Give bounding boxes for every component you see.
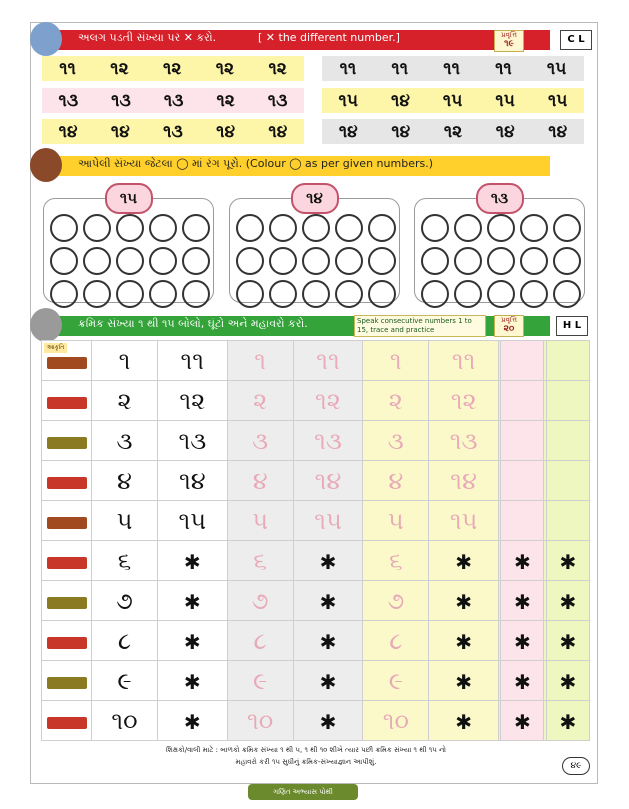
- trace-number: ૮: [389, 626, 403, 655]
- colour-circle[interactable]: [149, 280, 177, 308]
- colour-circle[interactable]: [302, 280, 330, 308]
- star-icon: ✱: [319, 549, 337, 574]
- colour-circle[interactable]: [335, 247, 363, 275]
- practice-cell[interactable]: [501, 661, 544, 701]
- trace-row: [42, 661, 590, 701]
- colour-circle[interactable]: [553, 280, 581, 308]
- practice-cell[interactable]: [546, 621, 589, 661]
- trace-number-cell[interactable]: [429, 341, 499, 381]
- practice-cell[interactable]: [546, 341, 589, 381]
- star-icon: ✱: [514, 709, 531, 734]
- model-number-cell[interactable]: [157, 501, 227, 541]
- trace-number-cell[interactable]: [293, 381, 363, 421]
- trace-number: ૧૧: [451, 346, 476, 375]
- colour-circle[interactable]: [553, 247, 581, 275]
- trace-number: ૧૨: [450, 386, 477, 415]
- page-number: ૪૯: [562, 757, 590, 775]
- star-icon: ✱: [559, 669, 577, 694]
- panel-target-number: ૧૪: [291, 183, 339, 214]
- number-cell[interactable]: ૧૫: [338, 90, 358, 111]
- trace-number: ૧: [254, 346, 267, 375]
- star-icon: ✱: [455, 549, 472, 574]
- trace-row: [42, 541, 590, 581]
- model-number: ૬: [117, 546, 132, 575]
- trace-number-cell[interactable]: [429, 621, 499, 661]
- model-number-cell[interactable]: [157, 621, 227, 661]
- brick-icon: [47, 717, 87, 729]
- model-number-cell[interactable]: [157, 421, 227, 461]
- star-icon: ✱: [319, 709, 337, 734]
- teacher-note: [86, 744, 526, 768]
- colour-circle[interactable]: [421, 280, 449, 308]
- number-cell[interactable]: ૧૩: [163, 90, 184, 111]
- trace-number-cell[interactable]: [429, 581, 499, 621]
- colour-circle[interactable]: [83, 214, 111, 242]
- number-cell[interactable]: ૧૪: [548, 121, 568, 142]
- number-cell[interactable]: ૧૪: [391, 90, 410, 111]
- section3-instruction-gu: ક્રમિક સંખ્યા ૧ થી ૧૫ બોલો, ઘૂંટો અને મહાવરો કરો.: [78, 317, 308, 330]
- colour-circle[interactable]: [302, 214, 330, 242]
- brick-image-cell: [42, 581, 92, 621]
- trace-number-cell[interactable]: [429, 541, 499, 581]
- brick-image-cell: [42, 501, 92, 541]
- model-number-cell[interactable]: [157, 341, 227, 381]
- colour-circle[interactable]: [520, 247, 548, 275]
- practice-cell[interactable]: [501, 621, 544, 661]
- trace-row: [42, 581, 590, 621]
- model-number: ૧૧: [180, 346, 205, 375]
- practice-cell[interactable]: [501, 461, 544, 501]
- star-icon: ✱: [183, 549, 201, 574]
- number-cell[interactable]: ૧૧: [495, 58, 512, 79]
- trace-number-cell[interactable]: [429, 381, 499, 421]
- model-number: ૧૩: [178, 426, 207, 455]
- trace-number-cell[interactable]: [227, 461, 293, 501]
- brick-icon: [47, 397, 87, 409]
- brick-image-cell: [42, 381, 92, 421]
- trace-number-cell[interactable]: [293, 541, 363, 581]
- trace-number-cell[interactable]: [363, 501, 429, 541]
- brick-icon: [47, 477, 87, 489]
- model-number-cell[interactable]: [92, 621, 158, 661]
- star-icon: ✱: [319, 629, 337, 654]
- trace-number: ૧૫: [314, 506, 342, 535]
- colour-circle[interactable]: [269, 247, 297, 275]
- trace-number-cell[interactable]: [363, 461, 429, 501]
- star-icon: ✱: [559, 709, 577, 734]
- trace-number-cell[interactable]: [227, 661, 293, 701]
- trace-number-cell[interactable]: [227, 381, 293, 421]
- model-number-cell[interactable]: [157, 701, 227, 741]
- trace-number-cell[interactable]: [363, 701, 429, 741]
- model-number: ૧૦: [111, 706, 138, 735]
- colour-circle[interactable]: [487, 214, 515, 242]
- trace-row: [42, 341, 590, 381]
- brick-image-cell: [42, 661, 92, 701]
- colour-circle[interactable]: [182, 247, 210, 275]
- brick-icon: [47, 517, 87, 529]
- right-row-2: [322, 88, 584, 113]
- trace-number-cell[interactable]: [227, 501, 293, 541]
- trace-row: [42, 461, 590, 501]
- practice-cell[interactable]: [546, 501, 589, 541]
- number-cell[interactable]: ૧૫: [495, 90, 515, 111]
- number-cell[interactable]: ૧૩: [58, 90, 79, 111]
- number-cell[interactable]: ૧૪: [495, 121, 515, 142]
- section3-instruction-en: Speak consecutive numbers 1 to 15, trace and practice: [354, 315, 486, 337]
- star-icon: ✱: [183, 669, 201, 694]
- section1-instruction-gu: અલગ પડતી સંખ્યા પર: [78, 31, 181, 44]
- colour-circle[interactable]: [421, 214, 449, 242]
- trace-number: ૭: [387, 586, 405, 615]
- trace-number-cell[interactable]: [363, 581, 429, 621]
- brick-image-cell: [42, 421, 92, 461]
- practice-cell[interactable]: [501, 581, 544, 621]
- star-icon: ✱: [183, 709, 201, 734]
- star-icon: ✱: [455, 629, 472, 654]
- practice-cell[interactable]: [546, 581, 589, 621]
- model-number: ૮: [117, 626, 132, 655]
- trace-number-cell[interactable]: [293, 621, 363, 661]
- model-number-cell[interactable]: [92, 541, 158, 581]
- trace-row: [42, 381, 590, 421]
- number-cell[interactable]: ૧૨: [215, 58, 235, 79]
- circle-panel: [229, 189, 400, 303]
- colour-circle[interactable]: [182, 214, 210, 242]
- level-badge-cl: C L: [560, 30, 592, 50]
- brick-icon: [47, 437, 87, 449]
- number-cell[interactable]: ૧૧: [339, 58, 357, 79]
- colour-circle[interactable]: [269, 280, 297, 308]
- panel-target-number: ૧૩: [476, 183, 524, 214]
- trace-row: [42, 421, 590, 461]
- practice-cell[interactable]: [501, 501, 544, 541]
- number-cell[interactable]: ૧૪: [268, 121, 288, 142]
- model-number-cell[interactable]: [92, 341, 158, 381]
- star-icon: ✱: [514, 549, 531, 574]
- colour-circle[interactable]: [335, 280, 363, 308]
- trace-number-cell[interactable]: [293, 581, 363, 621]
- practice-cell[interactable]: [546, 541, 589, 581]
- level-badge-hl: H L: [556, 316, 588, 336]
- star-icon: ✱: [455, 669, 472, 694]
- trace-number: ૯: [253, 666, 268, 695]
- trace-number: ૧૦: [247, 706, 274, 735]
- star-icon: ✱: [559, 629, 577, 654]
- star-icon: ✱: [183, 629, 201, 654]
- model-number-cell[interactable]: [92, 421, 158, 461]
- trace-number-cell[interactable]: [429, 661, 499, 701]
- number-cell[interactable]: ૧૩: [111, 90, 131, 111]
- colour-circle[interactable]: [236, 247, 264, 275]
- trace-number: ૧૨: [315, 386, 341, 415]
- number-cell[interactable]: ૧૧: [59, 58, 76, 79]
- number-cell[interactable]: ૧૧: [443, 58, 460, 79]
- section1-header: [0, 28, 594, 52]
- number-cell[interactable]: ૧૪: [216, 121, 236, 142]
- trace-row: [42, 701, 590, 741]
- practice-cell[interactable]: [501, 381, 544, 421]
- activity-badge-19: [494, 30, 524, 52]
- model-number-cell[interactable]: [92, 581, 158, 621]
- right-row-3: [322, 119, 584, 144]
- book-title: ગણિત અભ્યાસ પોથી: [248, 784, 358, 800]
- number-cell[interactable]: ૧૨: [268, 58, 287, 79]
- brick-icon: [47, 597, 87, 609]
- colour-circle[interactable]: [553, 214, 581, 242]
- right-row-1: [322, 56, 584, 81]
- star-icon: ✱: [514, 589, 531, 614]
- image-column-label: આકૃતિ: [44, 343, 67, 353]
- colour-circle[interactable]: [116, 247, 144, 275]
- colour-circle[interactable]: [236, 214, 264, 242]
- star-icon: ✱: [319, 669, 337, 694]
- trace-number: ૨: [388, 386, 403, 415]
- colour-circle[interactable]: [368, 247, 396, 275]
- trace-number-cell[interactable]: [363, 381, 429, 421]
- trace-number: ૩: [387, 426, 404, 455]
- number-cell[interactable]: ૧૩: [163, 121, 183, 142]
- trace-number: ૧૩: [314, 426, 342, 455]
- number-cell[interactable]: ૧૫: [546, 58, 567, 79]
- model-number: ૯: [117, 666, 132, 695]
- activity-number: ૨૦: [503, 324, 515, 334]
- rhino-mascot-icon: [30, 308, 62, 342]
- model-number-cell[interactable]: [92, 501, 158, 541]
- trace-number: ૧૫: [449, 506, 478, 535]
- trace-number: ૫: [252, 506, 269, 535]
- model-number-cell[interactable]: [157, 661, 227, 701]
- trace-number: ૧૦: [382, 706, 409, 735]
- section2-instruction: આપેલી સંખ્યા જેટલા ◯ માં રંગ પૂરો. (Colour ◯ as per given numbers.): [78, 157, 433, 170]
- colour-circle[interactable]: [520, 280, 548, 308]
- trace-number-cell[interactable]: [429, 501, 499, 541]
- trace-row: [42, 621, 590, 661]
- number-cell[interactable]: ૧૪: [391, 121, 411, 142]
- number-cell[interactable]: ૧૨: [443, 121, 463, 142]
- trace-number-cell[interactable]: [363, 541, 429, 581]
- left-row-2: [42, 88, 304, 113]
- trace-number: ૭: [251, 586, 269, 615]
- model-number: ૪: [117, 466, 132, 495]
- trace-number: ૧૧: [316, 346, 340, 375]
- brick-icon: [47, 677, 87, 689]
- star-icon: ✱: [514, 669, 531, 694]
- section2-header: [0, 154, 594, 178]
- practice-cell[interactable]: [501, 421, 544, 461]
- practice-cell[interactable]: [501, 341, 544, 381]
- colour-circle[interactable]: [236, 280, 264, 308]
- brick-image-cell: [42, 701, 92, 741]
- number-cell[interactable]: ૧૨: [163, 58, 182, 79]
- number-cell[interactable]: ૧૨: [110, 58, 129, 79]
- trace-number: ૮: [253, 626, 267, 655]
- star-icon: ✱: [183, 589, 201, 614]
- trace-number-cell[interactable]: [429, 461, 499, 501]
- brick-icon: [47, 357, 87, 369]
- trace-number-cell[interactable]: [227, 621, 293, 661]
- colour-circle[interactable]: [149, 214, 177, 242]
- trace-number-cell[interactable]: [429, 421, 499, 461]
- practice-cell[interactable]: [546, 421, 589, 461]
- practice-cell[interactable]: [546, 661, 589, 701]
- colour-circle[interactable]: [149, 247, 177, 275]
- number-cell[interactable]: ૧૫: [442, 90, 463, 111]
- number-cell[interactable]: ૧૧: [391, 58, 409, 79]
- trace-number-cell[interactable]: [227, 541, 293, 581]
- star-icon: ✱: [455, 589, 472, 614]
- star-icon: ✱: [514, 629, 531, 654]
- trace-number: ૬: [389, 546, 403, 575]
- trace-number: ૫: [387, 506, 404, 535]
- model-number: ૧૨: [179, 386, 206, 415]
- star-icon: ✱: [455, 709, 472, 734]
- circle-panel: [43, 189, 214, 303]
- trace-number: ૬: [253, 546, 267, 575]
- trace-number-cell[interactable]: [429, 701, 499, 741]
- trace-number-cell[interactable]: [363, 621, 429, 661]
- brick-image-cell: [42, 461, 92, 501]
- colour-circle[interactable]: [454, 214, 482, 242]
- model-number: ૧: [118, 346, 131, 375]
- colour-circle[interactable]: [487, 280, 515, 308]
- model-number: ૨: [117, 386, 132, 415]
- number-cell[interactable]: ૧૪: [110, 121, 130, 142]
- left-row-3: [42, 119, 304, 144]
- colour-circle[interactable]: [520, 214, 548, 242]
- number-cell[interactable]: ૧૫: [547, 90, 568, 111]
- brick-icon: [47, 637, 87, 649]
- circle-grid: [50, 214, 210, 308]
- star-icon: ✱: [319, 589, 337, 614]
- practice-cell[interactable]: [546, 461, 589, 501]
- brick-icon: [47, 557, 87, 569]
- star-icon: ✱: [559, 549, 577, 574]
- model-number-cell[interactable]: [157, 541, 227, 581]
- colour-circle[interactable]: [50, 247, 78, 275]
- colour-circle[interactable]: [487, 247, 515, 275]
- number-cell[interactable]: ૧૪: [58, 121, 78, 142]
- model-number: ૧૫: [178, 506, 207, 535]
- model-number: ૩: [116, 426, 133, 455]
- colour-circle[interactable]: [116, 214, 144, 242]
- section1-instruction-en: [ ✕ the different number.]: [258, 31, 400, 44]
- dog-mascot-icon: [30, 148, 62, 182]
- trace-number: ૯: [388, 666, 403, 695]
- practice-cell[interactable]: [501, 541, 544, 581]
- number-cell[interactable]: ૧૩: [267, 90, 288, 111]
- circle-grid: [236, 214, 396, 308]
- model-number: ૭: [116, 586, 133, 615]
- practice-cell[interactable]: [546, 701, 589, 741]
- cross-icon: ✕: [183, 31, 193, 44]
- trace-number-cell[interactable]: [363, 341, 429, 381]
- trace-number-cell[interactable]: [227, 421, 293, 461]
- activity-label: પ્રવૃત્તિ: [501, 316, 517, 324]
- model-number-cell[interactable]: [157, 381, 227, 421]
- trace-number: ૪: [252, 466, 268, 495]
- trace-number-cell[interactable]: [293, 701, 363, 741]
- trace-number: ૩: [252, 426, 269, 455]
- model-number: ૫: [116, 506, 133, 535]
- practice-cell[interactable]: [546, 381, 589, 421]
- trace-number-cell[interactable]: [227, 341, 293, 381]
- activity-label: પ્રવૃત્તિ: [501, 31, 517, 39]
- colour-circle[interactable]: [335, 214, 363, 242]
- colour-circle[interactable]: [454, 280, 482, 308]
- trace-number: ૧૩: [449, 426, 478, 455]
- trace-number: ૧: [389, 346, 402, 375]
- trace-number: ૧૪: [314, 466, 342, 495]
- model-number: ૧૪: [178, 466, 206, 495]
- activity-number: ૧૯: [504, 39, 514, 49]
- model-number-cell[interactable]: [92, 461, 158, 501]
- model-number-cell[interactable]: [157, 461, 227, 501]
- colour-circle[interactable]: [368, 214, 396, 242]
- activity-badge-20: [494, 315, 524, 337]
- trace-number-cell[interactable]: [293, 501, 363, 541]
- left-row-1: [42, 56, 304, 81]
- teacher-note-line1: શિક્ષકો/વાલી માટે : બાળકો ક્રમિક સંખ્યા ૧ થી ૫, ૧ થી ૧૦ શીખે ત્યાર પછી ક્રમિક સંખ્યા ૧ થી ૧૫ નો: [165, 746, 447, 754]
- trace-number-cell[interactable]: [293, 661, 363, 701]
- colour-circle[interactable]: [182, 280, 210, 308]
- circle-grid: [421, 214, 581, 308]
- star-icon: ✱: [559, 589, 577, 614]
- trace-row: [42, 501, 590, 541]
- model-number-cell[interactable]: [92, 701, 158, 741]
- trace-number-cell[interactable]: [227, 701, 293, 741]
- circle-panel: [414, 189, 585, 303]
- teacher-note-line2: મહાવરો કરી ૧૫ સુધીનું ક્રમિક-સંખ્યાજ્ઞાન આપીશું.: [235, 758, 377, 766]
- trace-number-cell[interactable]: [293, 421, 363, 461]
- trace-number-cell[interactable]: [363, 661, 429, 701]
- model-number-cell[interactable]: [92, 381, 158, 421]
- trace-number: ૨: [253, 386, 268, 415]
- colour-circle[interactable]: [50, 214, 78, 242]
- trace-number-cell[interactable]: [293, 341, 363, 381]
- model-number-cell[interactable]: [92, 661, 158, 701]
- trace-number: ૪: [388, 466, 404, 495]
- brick-image-cell: [42, 621, 92, 661]
- trace-number: ૧૪: [450, 466, 477, 495]
- trace-number-cell[interactable]: [227, 581, 293, 621]
- section3-header: [0, 314, 594, 338]
- elephant-mascot-icon: [30, 22, 62, 56]
- colour-circle[interactable]: [83, 247, 111, 275]
- tracing-table: [41, 340, 590, 741]
- brick-image-cell: [42, 541, 92, 581]
- colour-circle[interactable]: [83, 280, 111, 308]
- colour-circle[interactable]: [421, 247, 449, 275]
- trace-number-cell[interactable]: [293, 461, 363, 501]
- number-cell[interactable]: ૧૪: [338, 121, 358, 142]
- colour-circle[interactable]: [454, 247, 482, 275]
- colour-circle[interactable]: [269, 214, 297, 242]
- practice-cell[interactable]: [501, 701, 544, 741]
- panel-target-number: ૧૫: [105, 183, 153, 214]
- model-number-cell[interactable]: [157, 581, 227, 621]
- colour-circle[interactable]: [302, 247, 330, 275]
- section1-instruction-gu-end: કરો.: [196, 31, 217, 44]
- number-cell[interactable]: ૧૨: [216, 90, 235, 111]
- colour-circle[interactable]: [50, 280, 78, 308]
- colour-circle[interactable]: [116, 280, 144, 308]
- trace-number-cell[interactable]: [363, 421, 429, 461]
- colour-circle[interactable]: [368, 280, 396, 308]
